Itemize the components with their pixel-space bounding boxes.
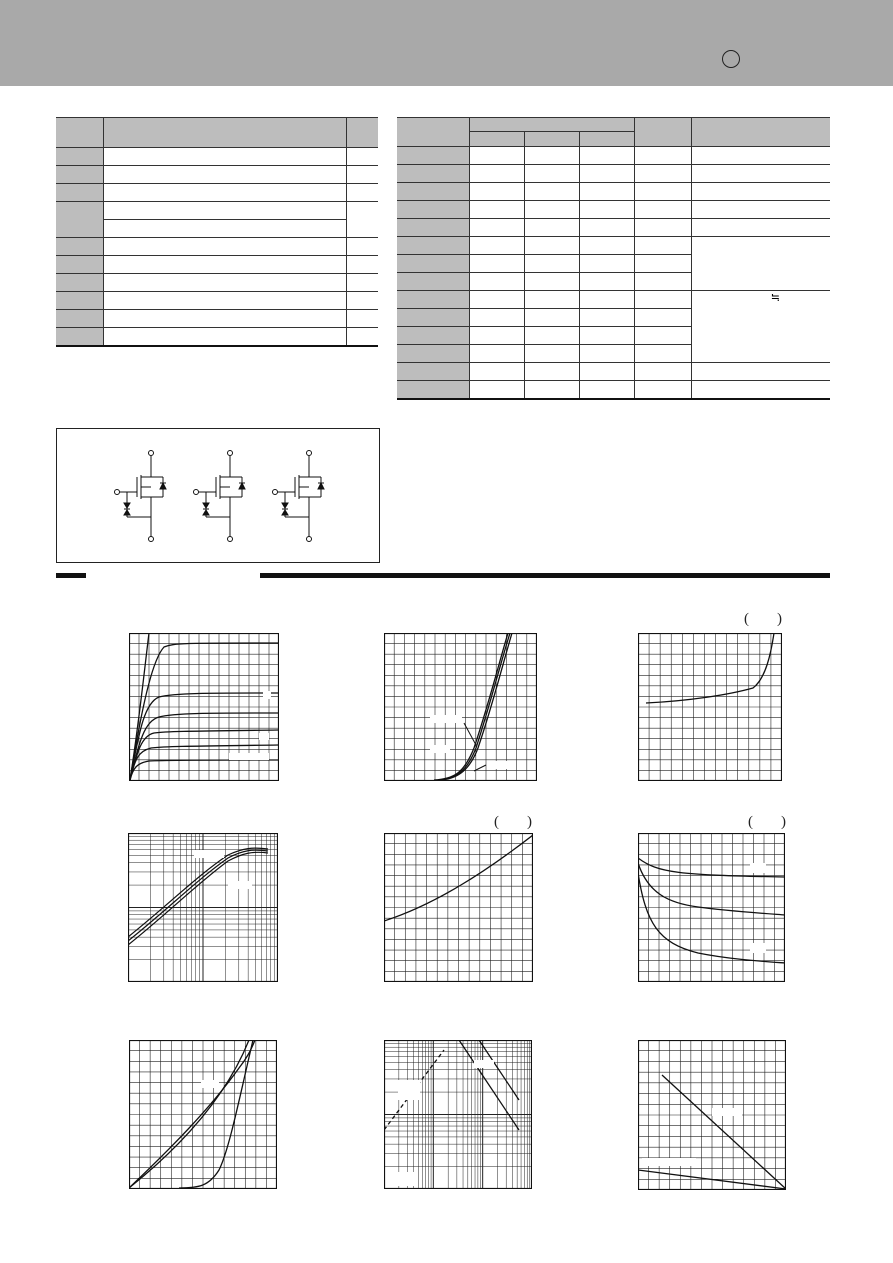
mosfet-symbol-icon [273, 451, 325, 542]
approx-equal-glyph: ≒ [770, 292, 780, 304]
graph-5 [384, 833, 533, 982]
paren-left-3: ( [744, 611, 749, 627]
graph-2 [384, 633, 537, 781]
graph-1 [129, 633, 279, 781]
left-table [56, 117, 378, 347]
section-marker-short [56, 573, 86, 578]
graph-1-curve [130, 633, 149, 780]
paren-right-6: ) [781, 814, 786, 830]
mosfet-symbol-icon [194, 451, 246, 542]
paren-right-3: ) [777, 611, 782, 627]
circle-mark-icon [722, 50, 740, 68]
graph-4 [128, 833, 278, 982]
paren-left-5: ( [494, 814, 499, 830]
graph-1-curve [130, 760, 278, 780]
circuit-diagram [57, 429, 379, 562]
graph-1-curve [130, 693, 278, 780]
paren-right-5: ) [527, 814, 532, 830]
graph-7 [129, 1040, 277, 1189]
graph-4-curve [128, 852, 268, 945]
paren-left-6: ( [748, 814, 753, 830]
graph-8 [384, 1040, 532, 1189]
graph-7-curve [129, 1040, 249, 1188]
graph-1-curve [130, 745, 278, 780]
section-marker-long [260, 573, 830, 578]
graph-7-curve [179, 1040, 253, 1188]
graph-8-curve [479, 1040, 519, 1100]
graph-9-curve [662, 1075, 786, 1189]
graph-9 [638, 1040, 786, 1190]
mosfet-symbol-icon [115, 451, 167, 542]
page-header [0, 0, 893, 86]
graph-3 [638, 633, 782, 781]
right-table [397, 117, 830, 400]
equivalent-circuit-box [56, 428, 380, 563]
graph-6 [638, 833, 785, 982]
